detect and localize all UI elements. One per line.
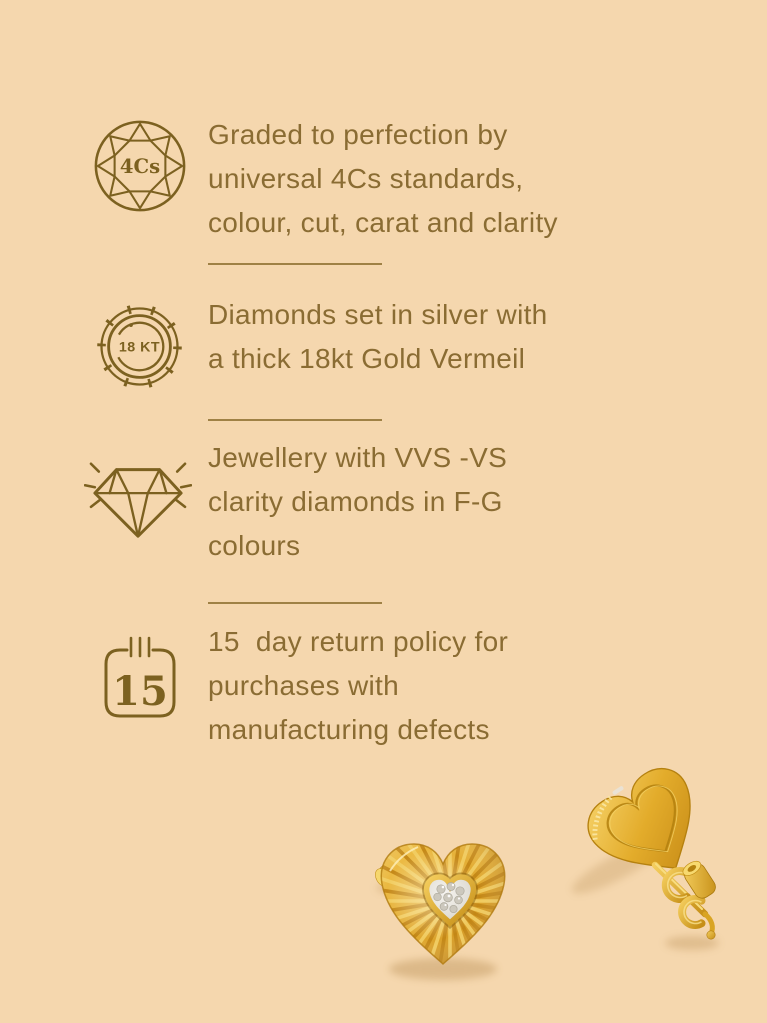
pave-edge-sliver xyxy=(612,785,624,795)
feature-line: a thick 18kt Gold Vermeil xyxy=(208,343,526,374)
feature-line: Jewellery with VVS -VS xyxy=(208,442,508,473)
four-cs-badge: 4Cs xyxy=(119,154,161,178)
divider xyxy=(208,419,382,421)
divider xyxy=(208,602,382,604)
four-cs-diamond-icon xyxy=(91,117,189,215)
feature-line: universal 4Cs standards, xyxy=(208,163,524,194)
calendar-15-icon xyxy=(94,626,186,726)
feature-line: Diamonds set in silver with xyxy=(208,299,548,330)
back-earring xyxy=(576,756,721,939)
feature-line: 15 day return policy for xyxy=(208,626,509,657)
feature-text-clarity xyxy=(208,436,507,568)
feature-text-returns xyxy=(208,620,508,752)
fifteen-badge: 15 xyxy=(112,668,168,715)
feature-line: clarity diamonds in F-G xyxy=(208,486,503,517)
sparkling-diamond-icon xyxy=(84,450,192,548)
feature-line: colours xyxy=(208,530,301,561)
18kt-gold-coin-icon xyxy=(92,299,187,394)
feature-line: purchases with xyxy=(208,670,399,701)
feature-line: colour, cut, carat and clarity xyxy=(208,207,558,238)
divider xyxy=(208,263,382,265)
feature-text-4cs xyxy=(208,113,558,245)
earrings-photo xyxy=(350,755,767,1023)
feature-line: manufacturing defects xyxy=(208,714,490,745)
18kt-badge: 18 KT xyxy=(118,339,161,356)
feature-line: Graded to perfection by xyxy=(208,119,508,150)
feature-text-vermeil xyxy=(208,293,548,381)
